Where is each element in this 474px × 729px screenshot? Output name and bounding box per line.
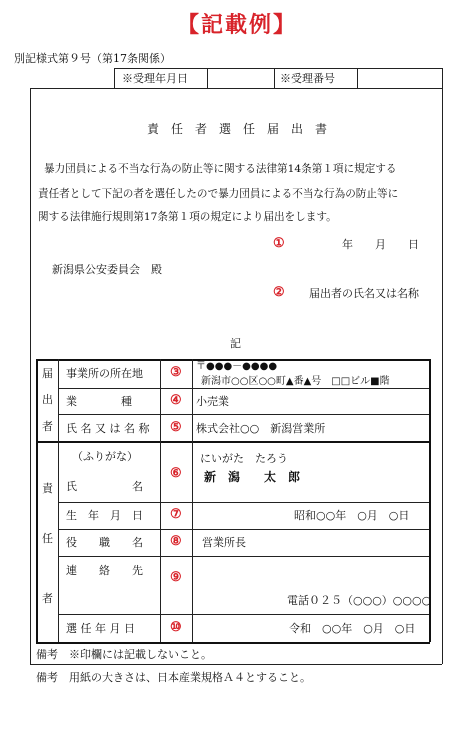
address-label: 事業所の所在地 (66, 367, 143, 380)
note-outer: 備考 用紙の大きさは、日本産業規格Ａ４とすること。 (36, 671, 311, 684)
marker-7: ⑦ (170, 507, 182, 522)
appointment-date-value[interactable]: 令和 ○○年 ○月 ○日 (289, 622, 416, 635)
group-responsible-label-1: 責 (42, 482, 53, 495)
marker-3: ③ (170, 365, 182, 380)
marker-10: ⑩ (170, 620, 182, 635)
position-label: 役 職 名 (66, 536, 143, 549)
postal-code[interactable]: 〒●●●－●●●● (196, 361, 278, 372)
marker-5: ⑤ (170, 420, 182, 435)
marker-4: ④ (170, 393, 182, 408)
note-inner: 備考 ※印欄には記載しないこと。 (36, 648, 212, 661)
group-applicant-label-3: 者 (42, 420, 53, 433)
group-responsible-label-2: 任 (42, 532, 53, 545)
body-line-2: 責任者として下記の者を選任したので暴力団員による不当な行為の防止等に (38, 188, 399, 200)
submission-date[interactable]: 年 月 日 (342, 238, 419, 251)
contact-label: 連 絡 先 (66, 564, 143, 577)
document-heading: 責 任 者 選 任 届 出 書 (146, 122, 327, 136)
addressee: 新潟県公安委員会 殿 (52, 263, 162, 276)
marker-2: ② (273, 285, 285, 300)
marker-1: ① (273, 236, 285, 251)
person-name-value[interactable]: 新 潟 太 郎 (204, 470, 301, 484)
reception-number-field[interactable] (358, 69, 441, 87)
reception-date-label: ※受理年月日 (122, 72, 188, 85)
appointment-date-label: 選 任 年 月 日 (66, 622, 135, 635)
company-name-value[interactable]: 株式会社○○ 新潟営業所 (196, 422, 326, 435)
page-title: 【記載例】 (176, 12, 297, 38)
ki-label: 記 (230, 337, 241, 350)
group-applicant-label-1: 届 (42, 367, 53, 380)
furigana-value[interactable]: にいがた たろう (200, 452, 288, 465)
position-value[interactable]: 営業所長 (202, 536, 246, 549)
furigana-label: （ふりがな） (72, 450, 138, 463)
group-responsible-label-3: 者 (42, 592, 53, 605)
marker-6: ⑥ (170, 466, 182, 481)
contact-value[interactable]: 電話０２５（○○○）○○○○ (287, 594, 432, 607)
reception-date-field[interactable] (208, 69, 273, 87)
group-applicant-label-2: 出 (42, 393, 53, 406)
person-name-label: 氏 名 (66, 480, 143, 493)
marker-8: ⑧ (170, 534, 182, 549)
business-type-label: 業 種 (66, 395, 132, 408)
birth-date-value[interactable]: 昭和○○年 ○月 ○日 (294, 509, 410, 522)
applicant-name-label[interactable]: 届出者の氏名又は名称 (309, 287, 419, 300)
address-value[interactable]: 新潟市○○区○○町▲番▲号 □□ビル■階 (201, 376, 390, 387)
reception-number-label: ※受理番号 (280, 72, 335, 85)
marker-9: ⑨ (170, 570, 182, 585)
business-type-value[interactable]: 小売業 (196, 395, 229, 408)
body-line-1: 暴力団員による不当な行為の防止等に関する法律第14条第１項に規定する (44, 163, 397, 175)
birth-date-label: 生 年 月 日 (66, 509, 143, 522)
form-reference: 別記様式第９号（第17条関係） (14, 52, 171, 65)
company-name-label: 氏 名 又 は 名 称 (66, 422, 150, 435)
body-line-3: 関する法律施行規則第17条第１項の規定により届出をします。 (38, 211, 337, 223)
